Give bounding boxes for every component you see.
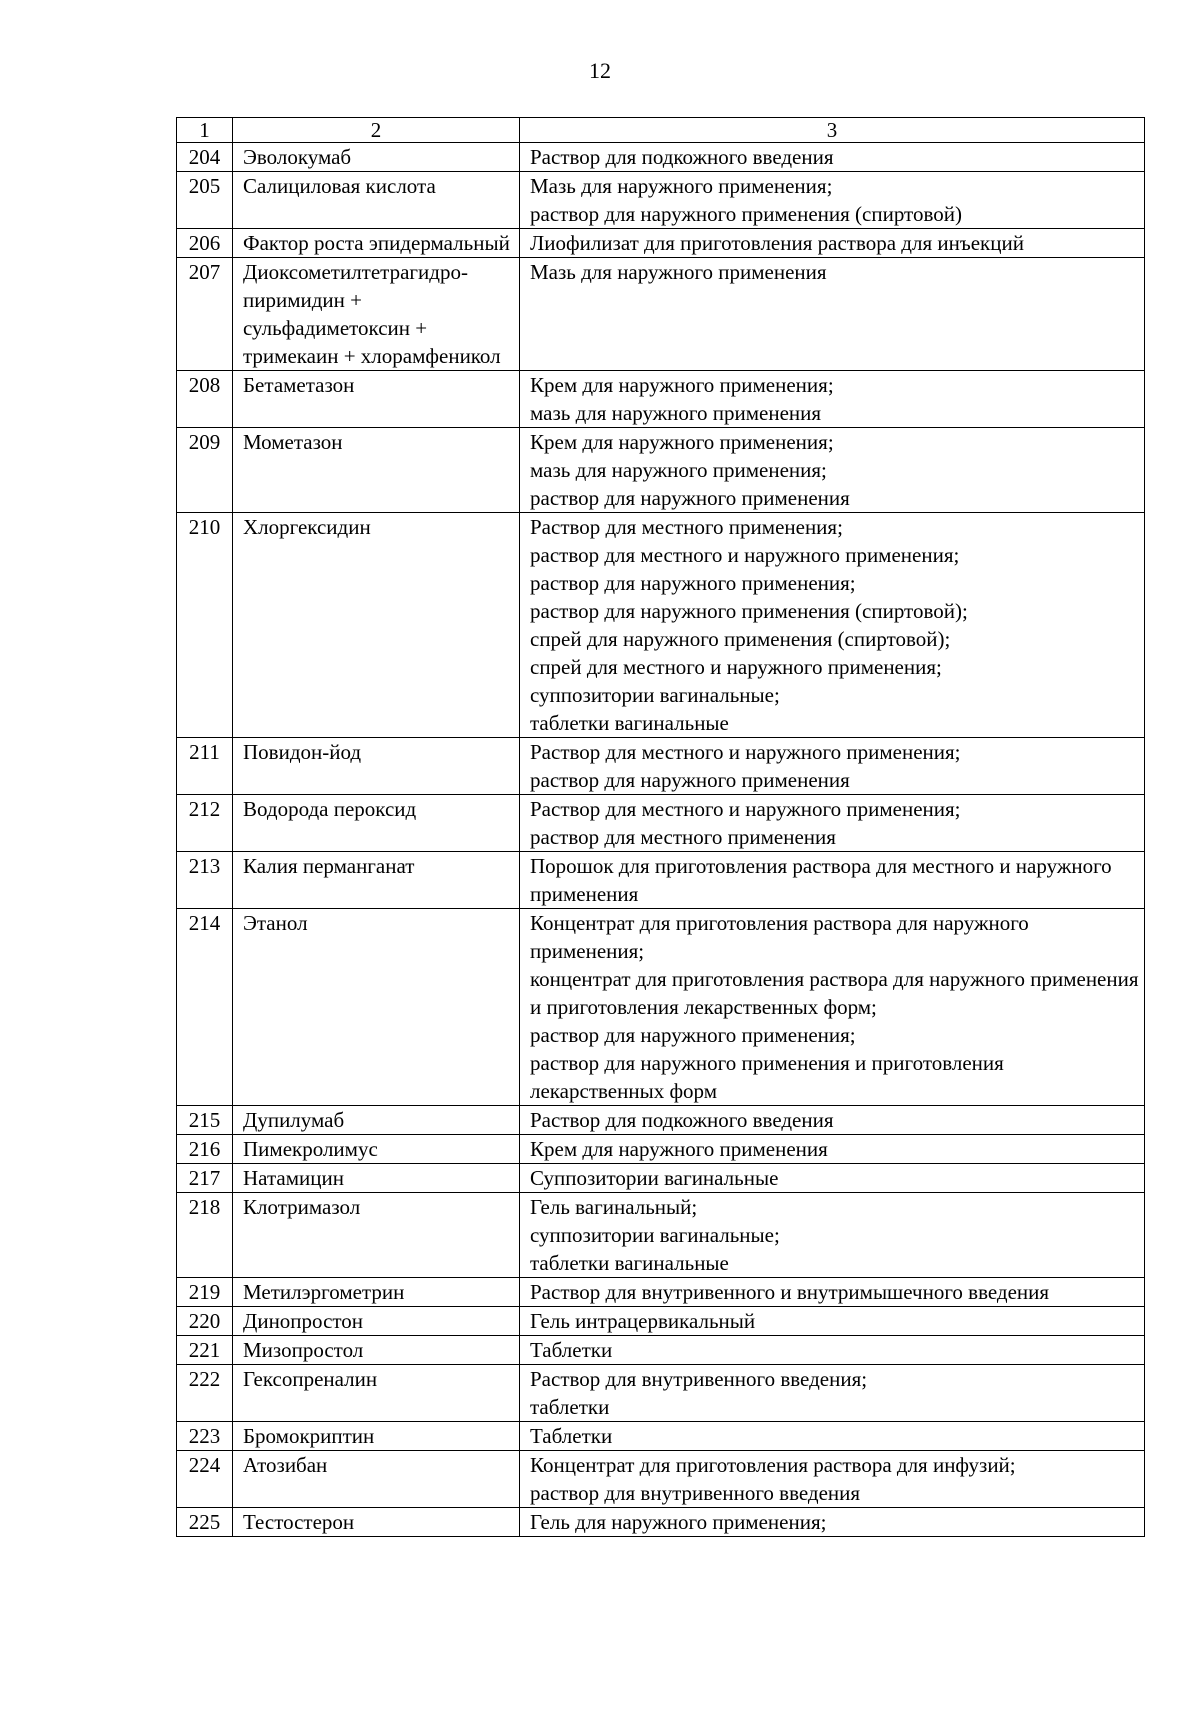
- dosage-form-line: мазь для наружного применения;: [530, 458, 827, 482]
- row-number: 208: [177, 371, 233, 428]
- dosage-form-line: Гель вагинальный;: [530, 1195, 698, 1219]
- dosage-forms: [520, 1451, 1145, 1508]
- table-row: [177, 229, 1145, 258]
- row-number: 210: [177, 513, 233, 738]
- table-row: [177, 909, 1145, 1106]
- dosage-forms: [520, 795, 1145, 852]
- row-number: 204: [177, 143, 233, 172]
- table-row: [177, 1164, 1145, 1193]
- dosage-form-line: Суппозитории вагинальные: [530, 1166, 779, 1190]
- dosage-form-line: спрей для местного и наружного применения;: [530, 655, 942, 679]
- table-row: [177, 1336, 1145, 1365]
- medications-table: [176, 117, 1145, 1537]
- dosage-form-line: Гель интрацервикальный: [530, 1309, 756, 1333]
- row-number: 216: [177, 1135, 233, 1164]
- drug-name: Пимекролимус: [233, 1135, 520, 1164]
- dosage-form-line: Мазь для наружного применения;: [530, 174, 833, 198]
- drug-name: Гексопреналин: [233, 1365, 520, 1422]
- drug-name: Клотримазол: [233, 1193, 520, 1278]
- dosage-form-line: Концентрат для приготовления раствора для наружного применения;: [530, 911, 1029, 963]
- drug-name: Динопростон: [233, 1307, 520, 1336]
- row-number: 211: [177, 738, 233, 795]
- dosage-form-line: раствор для местного и наружного применения;: [530, 543, 960, 567]
- dosage-forms: [520, 513, 1145, 738]
- drug-name: Мометазон: [233, 428, 520, 513]
- dosage-form-line: Раствор для внутривенного введения;: [530, 1367, 868, 1391]
- row-number: 207: [177, 258, 233, 371]
- table-row: [177, 513, 1145, 738]
- dosage-form-line: раствор для наружного применения;: [530, 571, 856, 595]
- table-row: [177, 428, 1145, 513]
- drug-name: Эволокумаб: [233, 143, 520, 172]
- table-row: [177, 738, 1145, 795]
- dosage-forms: [520, 143, 1145, 172]
- dosage-forms: [520, 1135, 1145, 1164]
- drug-name: Салициловая кислота: [233, 172, 520, 229]
- dosage-forms: [520, 1336, 1145, 1365]
- table-body: [177, 143, 1145, 1537]
- dosage-form-line: Крем для наружного применения: [530, 1137, 828, 1161]
- row-number: 224: [177, 1451, 233, 1508]
- dosage-forms: [520, 371, 1145, 428]
- dosage-forms: [520, 1422, 1145, 1451]
- dosage-form-line: Раствор для подкожного введения: [530, 145, 834, 169]
- dosage-form-line: суппозитории вагинальные;: [530, 1223, 780, 1247]
- dosage-forms: [520, 1307, 1145, 1336]
- table-row: [177, 1135, 1145, 1164]
- row-number: 215: [177, 1106, 233, 1135]
- row-number: 209: [177, 428, 233, 513]
- dosage-forms: [520, 172, 1145, 229]
- dosage-form-line: раствор для наружного применения и приготовления лекарственных форм: [530, 1051, 1004, 1103]
- table-row: [177, 172, 1145, 229]
- drug-name: Повидон-йод: [233, 738, 520, 795]
- row-number: 225: [177, 1508, 233, 1537]
- drug-name: Фактор роста эпидермальный: [233, 229, 520, 258]
- dosage-form-line: суппозитории вагинальные;: [530, 683, 780, 707]
- table-row: [177, 1365, 1145, 1422]
- table-row: [177, 1193, 1145, 1278]
- dosage-form-line: Раствор для внутривенного и внутримышечного введения: [530, 1280, 1050, 1304]
- row-number: 214: [177, 909, 233, 1106]
- dosage-form-line: Раствор для подкожного введения: [530, 1108, 834, 1132]
- dosage-form-line: Таблетки: [530, 1424, 613, 1448]
- table-row: [177, 852, 1145, 909]
- table-row: [177, 1307, 1145, 1336]
- dosage-form-line: Крем для наружного применения;: [530, 373, 834, 397]
- column-header-name: 2: [233, 118, 520, 143]
- dosage-form-line: Крем для наружного применения;: [530, 430, 834, 454]
- dosage-forms: [520, 1164, 1145, 1193]
- dosage-form-line: раствор для наружного применения: [530, 486, 850, 510]
- dosage-forms: [520, 1193, 1145, 1278]
- row-number: 223: [177, 1422, 233, 1451]
- dosage-form-line: раствор для наружного применения (спиртовой);: [530, 599, 968, 623]
- drug-name: Мизопростол: [233, 1336, 520, 1365]
- row-number: 220: [177, 1307, 233, 1336]
- page-number: 12: [589, 58, 611, 83]
- drug-name: Водорода пероксид: [233, 795, 520, 852]
- column-header-number: 1: [177, 118, 233, 143]
- drug-name: Этанол: [233, 909, 520, 1106]
- drug-name: Диоксометилтетрагидро-пиримидин + сульфадиметоксин + тримекаин + хлорамфеникол: [233, 258, 520, 371]
- dosage-form-line: концентрат для приготовления раствора для наружного применения и приготовления лекарственных форм;: [530, 967, 1139, 1019]
- header-row: [177, 118, 1145, 143]
- dosage-forms: [520, 229, 1145, 258]
- dosage-form-line: раствор для наружного применения;: [530, 1023, 856, 1047]
- table-row: [177, 143, 1145, 172]
- table-row: [177, 1508, 1145, 1537]
- dosage-form-line: Раствор для местного и наружного применения;: [530, 740, 961, 764]
- dosage-form-line: Раствор для местного и наружного применения;: [530, 797, 961, 821]
- dosage-forms: [520, 1508, 1145, 1537]
- dosage-form-line: раствор для внутривенного введения: [530, 1481, 861, 1505]
- column-header-forms: 3: [520, 118, 1145, 143]
- table-row: [177, 1106, 1145, 1135]
- dosage-forms: [520, 258, 1145, 371]
- dosage-forms: [520, 1278, 1145, 1307]
- table-header: [177, 118, 1145, 143]
- drug-name: Бетаметазон: [233, 371, 520, 428]
- dosage-forms: [520, 909, 1145, 1106]
- table-row: [177, 1278, 1145, 1307]
- dosage-form-line: спрей для наружного применения (спиртовой);: [530, 627, 951, 651]
- table-row: [177, 1451, 1145, 1508]
- drug-name: Атозибан: [233, 1451, 520, 1508]
- dosage-form-line: Гель для наружного применения;: [530, 1510, 827, 1534]
- row-number: 205: [177, 172, 233, 229]
- dosage-form-line: таблетки вагинальные: [530, 711, 729, 735]
- dosage-form-line: Порошок для приготовления раствора для местного и наружного применения: [530, 854, 1112, 906]
- drug-name: Натамицин: [233, 1164, 520, 1193]
- row-number: 217: [177, 1164, 233, 1193]
- row-number: 213: [177, 852, 233, 909]
- dosage-form-line: раствор для наружного применения (спиртовой): [530, 202, 962, 226]
- dosage-form-line: Раствор для местного применения;: [530, 515, 843, 539]
- dosage-form-line: Мазь для наружного применения: [530, 260, 827, 284]
- row-number: 212: [177, 795, 233, 852]
- table-row: [177, 258, 1145, 371]
- dosage-forms: [520, 852, 1145, 909]
- dosage-forms: [520, 738, 1145, 795]
- dosage-form-line: раствор для наружного применения: [530, 768, 850, 792]
- dosage-form-line: Концентрат для приготовления раствора для инфузий;: [530, 1453, 1016, 1477]
- row-number: 221: [177, 1336, 233, 1365]
- dosage-forms: [520, 428, 1145, 513]
- drug-name: Хлоргексидин: [233, 513, 520, 738]
- row-number: 206: [177, 229, 233, 258]
- row-number: 222: [177, 1365, 233, 1422]
- drug-name: Метилэргометрин: [233, 1278, 520, 1307]
- table-row: [177, 1422, 1145, 1451]
- dosage-forms: [520, 1106, 1145, 1135]
- dosage-form-line: таблетки вагинальные: [530, 1251, 729, 1275]
- row-number: 219: [177, 1278, 233, 1307]
- dosage-form-line: мазь для наружного применения: [530, 401, 822, 425]
- drug-name: Калия перманганат: [233, 852, 520, 909]
- dosage-form-line: Лиофилизат для приготовления раствора для инъекций: [530, 231, 1024, 255]
- dosage-form-line: Таблетки: [530, 1338, 613, 1362]
- row-number: 218: [177, 1193, 233, 1278]
- drug-name: Дупилумаб: [233, 1106, 520, 1135]
- dosage-forms: [520, 1365, 1145, 1422]
- dosage-form-line: таблетки: [530, 1395, 610, 1419]
- dosage-form-line: раствор для местного применения: [530, 825, 836, 849]
- table-row: [177, 795, 1145, 852]
- drug-name: Тестостерон: [233, 1508, 520, 1537]
- drug-name: Бромокриптин: [233, 1422, 520, 1451]
- table-row: [177, 371, 1145, 428]
